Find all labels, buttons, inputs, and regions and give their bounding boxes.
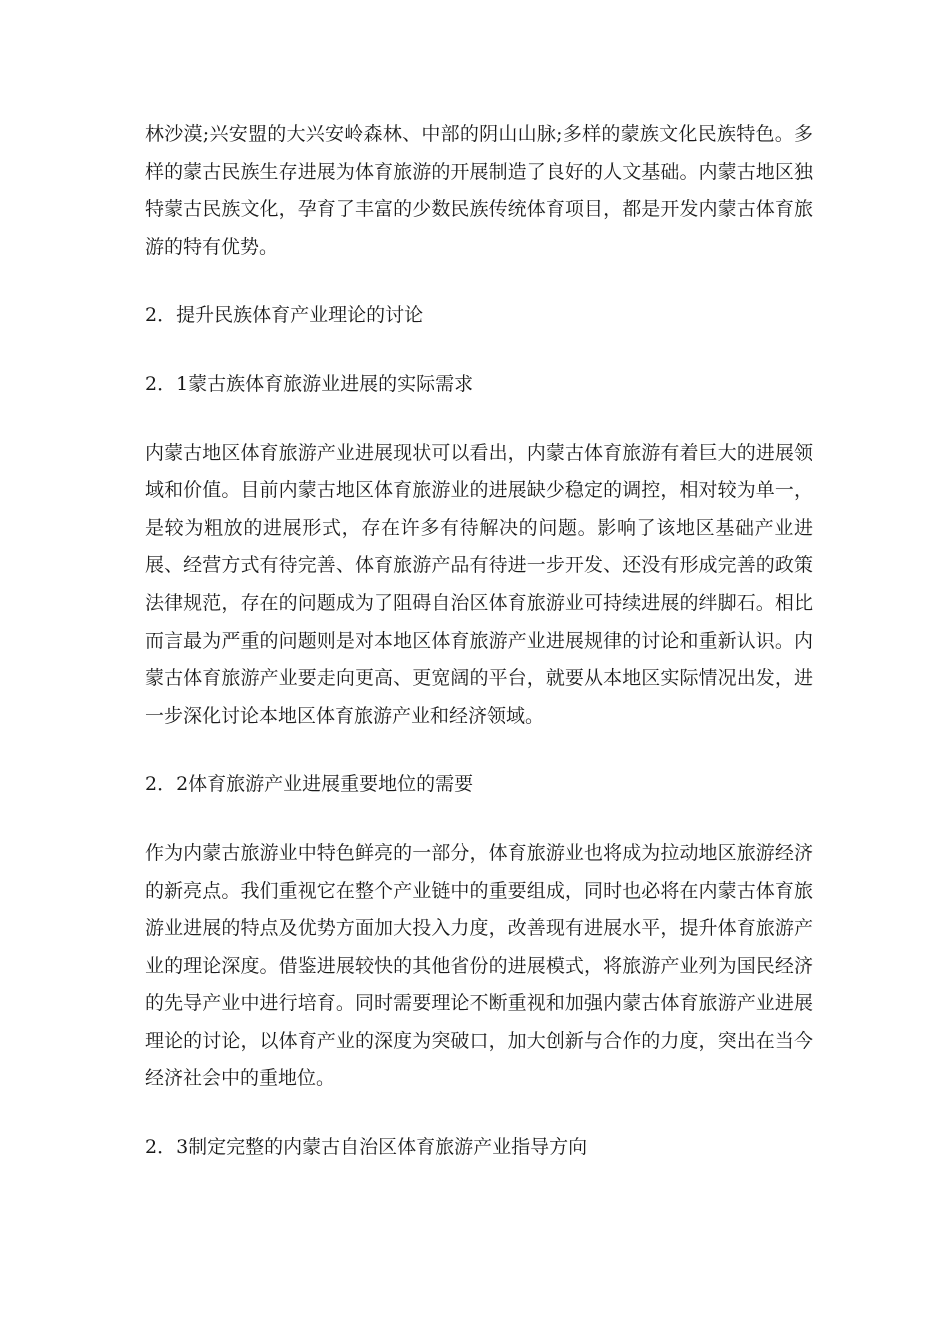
subsection-heading-2-1: 2．1蒙古族体育旅游业进展的实际需求 xyxy=(145,372,474,395)
paragraph-intro-continued: 林沙漠;兴安盟的大兴安岭森林、中部的阴山山脉;多样的蒙族文化民族特色。多样的蒙古民族生存进展为体育旅游的开展制造了良好的人文基础。内蒙古地区独特蒙古民族文化，孕育了丰富的少数民族传统体育项目，都是开发内蒙古体育旅游的特有优势。 xyxy=(145,123,813,258)
section-heading-2: 2．提升民族体育产业理论的讨论 xyxy=(145,304,424,327)
paragraph-2-1: 内蒙古地区体育旅游产业进展现状可以看出，内蒙古体育旅游有着巨大的进展领域和价值。目前内蒙古地区体育旅游业的进展缺少稳定的调控，相对较为单一，是较为粗放的进展形式，存在许多有待解决的问题。影响了该地区基础产业进展、经营方式有待完善、体育旅游产品有待进一步开发、还没有形成完善的政策法律规范，存在的问题成为了阻碍自治区体育旅游业可持续进展的绊脚石。相比而言最为严重的问题则是对本地区体育旅游产业进展规律的讨论和重新认识。内蒙古体育旅游产业要走向更高、更宽阔的平台，就要从本地区实际情况出发，进一步深化讨论本地区体育旅游产业和经济领域。 xyxy=(145,441,813,727)
subsection-heading-2-2: 2．2体育旅游产业进展重要地位的需要 xyxy=(145,773,474,796)
subsection-heading-2-3: 2．3制定完整的内蒙古自治区体育旅游产业指导方向 xyxy=(145,1136,588,1159)
paragraph-2-2: 作为内蒙古旅游业中特色鲜亮的一部分，体育旅游业也将成为拉动地区旅游经济的新亮点。我们重视它在整个产业链中的重要组成，同时也必将在内蒙古体育旅游业进展的特点及优势方面加大投入力度，改善现有进展水平，提升体育旅游产业的理论深度。借鉴进展较快的其他省份的进展模式，将旅游产业列为国民经济的先导产业中进行培育。同时需要理论不断重视和加强内蒙古体育旅游产业进展理论的讨论，以体育产业的深度为突破口，加大创新与合作的力度，突出在当今经济社会中的重地位。 xyxy=(145,841,813,1090)
document-body xyxy=(145,116,813,1198)
